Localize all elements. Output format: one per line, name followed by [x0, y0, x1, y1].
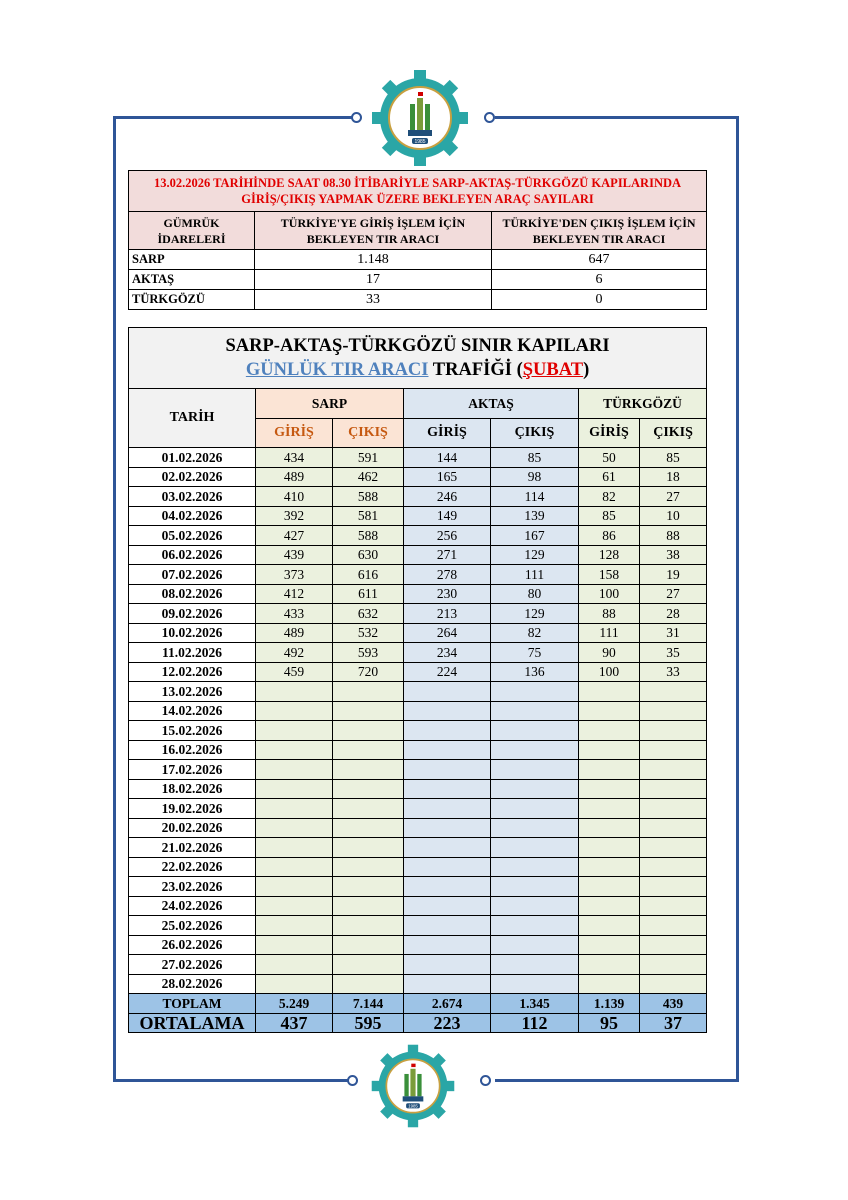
average-value: 437 [256, 1013, 333, 1033]
row-value [404, 682, 491, 702]
row-value [491, 760, 579, 780]
table-row [129, 487, 707, 507]
row-value [256, 779, 333, 799]
row-date: 19.02.2026 [129, 799, 256, 819]
row-date: 02.02.2026 [129, 467, 256, 487]
entry-count: 1.148 [255, 250, 492, 270]
aktas-out-header: ÇIKIŞ [491, 419, 579, 448]
frame-dot [351, 112, 362, 123]
row-value [404, 935, 491, 955]
row-value [256, 935, 333, 955]
row-value: 38 [640, 545, 707, 565]
row-date: 27.02.2026 [129, 955, 256, 975]
frame-top-right [495, 116, 739, 119]
traffic-title-line2 [129, 358, 706, 382]
row-value: 632 [333, 604, 404, 624]
row-value [333, 721, 404, 741]
sarp-in-header: GİRİŞ [256, 419, 333, 448]
frame-bottom-right [495, 1079, 739, 1082]
traffic-title [129, 328, 707, 389]
total-row [129, 994, 707, 1014]
row-value: 433 [256, 604, 333, 624]
row-date: 08.02.2026 [129, 584, 256, 604]
daily-truck-traffic-table [128, 327, 707, 1033]
row-value: 33 [640, 662, 707, 682]
title-end: ) [583, 360, 590, 380]
row-value: 114 [491, 487, 579, 507]
col-entry-header: TÜRKİYE'YE GİRİŞ İŞLEM İÇİN BEKLEYEN TIR ARACI [255, 212, 492, 250]
row-value: 144 [404, 448, 491, 468]
col-date-header: TARİH [129, 389, 256, 448]
row-value: 85 [579, 506, 640, 526]
row-value: 82 [579, 487, 640, 507]
row-value [256, 838, 333, 858]
row-value: 720 [333, 662, 404, 682]
table-row [129, 526, 707, 546]
row-value [491, 818, 579, 838]
row-value: 100 [579, 584, 640, 604]
turkgozu-out-header: ÇIKIŞ [640, 419, 707, 448]
row-value [333, 779, 404, 799]
table-row [129, 545, 707, 565]
row-value [404, 779, 491, 799]
row-date: 22.02.2026 [129, 857, 256, 877]
row-value: 129 [491, 545, 579, 565]
row-value [579, 721, 640, 741]
group-sarp-header: SARP [256, 389, 404, 419]
table-row [129, 799, 707, 819]
row-value [256, 916, 333, 936]
row-value: 593 [333, 643, 404, 663]
row-value: 630 [333, 545, 404, 565]
row-value: 136 [491, 662, 579, 682]
row-value: 532 [333, 623, 404, 643]
row-value [491, 935, 579, 955]
row-value [333, 935, 404, 955]
row-value: 213 [404, 604, 491, 624]
average-value: 595 [333, 1013, 404, 1033]
row-value [640, 740, 707, 760]
row-value [491, 974, 579, 994]
row-value [640, 935, 707, 955]
aktas-in-header: GİRİŞ [404, 419, 491, 448]
row-value: 18 [640, 467, 707, 487]
row-date: 09.02.2026 [129, 604, 256, 624]
table-row [129, 916, 707, 936]
row-value [333, 799, 404, 819]
total-label: TOPLAM [129, 994, 256, 1014]
row-value [579, 877, 640, 897]
row-value [579, 760, 640, 780]
row-value [491, 896, 579, 916]
average-row [129, 1013, 707, 1033]
row-value [491, 857, 579, 877]
table-row [129, 818, 707, 838]
row-value [256, 877, 333, 897]
row-value: 434 [256, 448, 333, 468]
row-date: 06.02.2026 [129, 545, 256, 565]
row-value [579, 818, 640, 838]
total-value: 2.674 [404, 994, 491, 1014]
row-value: 264 [404, 623, 491, 643]
row-value [256, 760, 333, 780]
row-value [404, 974, 491, 994]
table-row [129, 506, 707, 526]
row-value: 31 [640, 623, 707, 643]
row-value: 19 [640, 565, 707, 585]
row-date: 26.02.2026 [129, 935, 256, 955]
row-value: 90 [579, 643, 640, 663]
chamber-logo-top [370, 68, 470, 168]
row-value: 82 [491, 623, 579, 643]
frame-bottom-left [113, 1079, 353, 1082]
row-value [491, 682, 579, 702]
row-value: 86 [579, 526, 640, 546]
logo-year: 1985 [408, 1103, 418, 1109]
row-value: 230 [404, 584, 491, 604]
row-value [404, 857, 491, 877]
row-value [579, 799, 640, 819]
row-value [491, 955, 579, 975]
average-value: 37 [640, 1013, 707, 1033]
waiting-row [129, 250, 707, 270]
table-row [129, 760, 707, 780]
row-value [579, 974, 640, 994]
waiting-vehicles-table [128, 170, 707, 310]
row-value [640, 721, 707, 741]
row-value: 278 [404, 565, 491, 585]
row-value: 489 [256, 467, 333, 487]
waiting-row [129, 290, 707, 310]
table-row [129, 857, 707, 877]
row-value [640, 682, 707, 702]
row-value [640, 838, 707, 858]
row-value [333, 896, 404, 916]
row-date: 07.02.2026 [129, 565, 256, 585]
title-middle: TRAFİĞİ ( [428, 360, 523, 380]
row-date: 14.02.2026 [129, 701, 256, 721]
row-value: 581 [333, 506, 404, 526]
average-value: 223 [404, 1013, 491, 1033]
row-value [404, 740, 491, 760]
row-value [404, 799, 491, 819]
table-row [129, 974, 707, 994]
row-date: 04.02.2026 [129, 506, 256, 526]
title-month: ŞUBAT [522, 360, 584, 380]
row-value: 158 [579, 565, 640, 585]
frame-right [736, 116, 739, 1082]
table-row [129, 604, 707, 624]
frame-dot [484, 112, 495, 123]
row-value [256, 896, 333, 916]
row-value [256, 955, 333, 975]
exit-count: 647 [492, 250, 707, 270]
row-value [579, 896, 640, 916]
row-value [333, 701, 404, 721]
row-value [404, 955, 491, 975]
row-value [579, 838, 640, 858]
row-value [404, 760, 491, 780]
row-value [333, 857, 404, 877]
row-value: 139 [491, 506, 579, 526]
row-date: 01.02.2026 [129, 448, 256, 468]
row-value: 85 [491, 448, 579, 468]
row-value [333, 838, 404, 858]
customs-name: TÜRKGÖZÜ [129, 290, 255, 310]
row-value: 256 [404, 526, 491, 546]
row-value: 412 [256, 584, 333, 604]
row-value [333, 682, 404, 702]
row-value [579, 740, 640, 760]
row-value [404, 818, 491, 838]
total-value: 1.139 [579, 994, 640, 1014]
row-value: 611 [333, 584, 404, 604]
row-value [491, 701, 579, 721]
row-value: 61 [579, 467, 640, 487]
row-value: 234 [404, 643, 491, 663]
exit-count: 0 [492, 290, 707, 310]
row-value [579, 857, 640, 877]
turkgozu-in-header: GİRİŞ [579, 419, 640, 448]
row-value [640, 896, 707, 916]
row-date: 17.02.2026 [129, 760, 256, 780]
row-value: 373 [256, 565, 333, 585]
group-aktas-header: AKTAŞ [404, 389, 579, 419]
row-value [404, 701, 491, 721]
row-value [579, 935, 640, 955]
row-value [640, 955, 707, 975]
row-value [256, 721, 333, 741]
row-value: 28 [640, 604, 707, 624]
row-value [579, 916, 640, 936]
row-value [404, 838, 491, 858]
total-value: 5.249 [256, 994, 333, 1014]
row-value: 80 [491, 584, 579, 604]
row-date: 11.02.2026 [129, 643, 256, 663]
row-value: 50 [579, 448, 640, 468]
frame-dot [347, 1075, 358, 1086]
row-value [333, 955, 404, 975]
row-value: 410 [256, 487, 333, 507]
row-date: 20.02.2026 [129, 818, 256, 838]
col-customs-header: GÜMRÜK İDARELERİ [129, 212, 255, 250]
table-row [129, 623, 707, 643]
row-value [491, 877, 579, 897]
row-value [640, 877, 707, 897]
row-value [333, 974, 404, 994]
row-value [333, 877, 404, 897]
sarp-out-header: ÇIKIŞ [333, 419, 404, 448]
total-value: 1.345 [491, 994, 579, 1014]
row-value: 489 [256, 623, 333, 643]
row-value: 616 [333, 565, 404, 585]
row-value [640, 799, 707, 819]
table-row [129, 467, 707, 487]
row-value: 85 [640, 448, 707, 468]
table-row [129, 935, 707, 955]
row-value [579, 701, 640, 721]
row-value [333, 740, 404, 760]
row-value: 111 [579, 623, 640, 643]
row-date: 24.02.2026 [129, 896, 256, 916]
row-value [640, 916, 707, 936]
row-date: 10.02.2026 [129, 623, 256, 643]
table-row [129, 701, 707, 721]
table-row [129, 721, 707, 741]
frame-dot [480, 1075, 491, 1086]
waiting-title: 13.02.2026 TARİHİNDE SAAT 08.30 İTİBARİYLE SARP-AKTAŞ-TÜRKGÖZÜ KAPILARINDA GİRİŞ/ÇIKIŞ YAPMAK ÜZERE BEKLEYEN ARAÇ SAYILARI [129, 171, 707, 212]
table-row [129, 448, 707, 468]
customs-name: AKTAŞ [129, 270, 255, 290]
row-value [404, 896, 491, 916]
row-value: 459 [256, 662, 333, 682]
row-value [404, 877, 491, 897]
row-value [256, 974, 333, 994]
row-value [640, 857, 707, 877]
average-label: ORTALAMA [129, 1013, 256, 1033]
row-value: 427 [256, 526, 333, 546]
total-value: 7.144 [333, 994, 404, 1014]
row-date: 05.02.2026 [129, 526, 256, 546]
row-value: 271 [404, 545, 491, 565]
exit-count: 6 [492, 270, 707, 290]
row-value: 98 [491, 467, 579, 487]
table-row [129, 877, 707, 897]
row-value: 128 [579, 545, 640, 565]
row-value [491, 721, 579, 741]
average-value: 112 [491, 1013, 579, 1033]
row-value: 100 [579, 662, 640, 682]
table-row [129, 896, 707, 916]
row-date: 13.02.2026 [129, 682, 256, 702]
average-value: 95 [579, 1013, 640, 1033]
row-value: 492 [256, 643, 333, 663]
row-value: 591 [333, 448, 404, 468]
row-value [640, 818, 707, 838]
table-row [129, 779, 707, 799]
row-value [333, 916, 404, 936]
row-value: 462 [333, 467, 404, 487]
table-row [129, 740, 707, 760]
customs-name: SARP [129, 250, 255, 270]
row-value [579, 682, 640, 702]
row-value: 27 [640, 487, 707, 507]
row-value: 392 [256, 506, 333, 526]
row-value: 10 [640, 506, 707, 526]
row-date: 21.02.2026 [129, 838, 256, 858]
frame-left [113, 116, 116, 1082]
entry-count: 17 [255, 270, 492, 290]
row-value [256, 818, 333, 838]
row-date: 15.02.2026 [129, 721, 256, 741]
title-highlight: GÜNLÜK TIR ARACI [245, 360, 429, 380]
row-value [256, 740, 333, 760]
group-turkgozu-header: TÜRKGÖZÜ [579, 389, 707, 419]
row-value: 149 [404, 506, 491, 526]
row-value: 224 [404, 662, 491, 682]
row-value [640, 779, 707, 799]
row-value [256, 857, 333, 877]
row-value: 439 [256, 545, 333, 565]
row-value: 167 [491, 526, 579, 546]
row-value [491, 838, 579, 858]
row-value: 246 [404, 487, 491, 507]
row-date: 18.02.2026 [129, 779, 256, 799]
row-value [491, 740, 579, 760]
logo-year: 1985 [414, 139, 426, 145]
row-date: 25.02.2026 [129, 916, 256, 936]
row-value [333, 760, 404, 780]
row-value [256, 799, 333, 819]
table-row [129, 643, 707, 663]
row-date: 16.02.2026 [129, 740, 256, 760]
table-row [129, 955, 707, 975]
row-value [640, 974, 707, 994]
table-row [129, 584, 707, 604]
row-value [333, 818, 404, 838]
row-value [491, 916, 579, 936]
row-value [404, 721, 491, 741]
frame-top-left [113, 116, 353, 119]
row-value: 88 [640, 526, 707, 546]
row-value [404, 916, 491, 936]
row-value [256, 682, 333, 702]
row-value [640, 760, 707, 780]
table-row [129, 682, 707, 702]
table-row [129, 838, 707, 858]
row-value: 88 [579, 604, 640, 624]
total-value: 439 [640, 994, 707, 1014]
row-value: 129 [491, 604, 579, 624]
row-value: 588 [333, 526, 404, 546]
traffic-title-line1: SARP-AKTAŞ-TÜRKGÖZÜ SINIR KAPILARI [225, 336, 610, 356]
row-date: 12.02.2026 [129, 662, 256, 682]
row-value: 75 [491, 643, 579, 663]
row-value: 35 [640, 643, 707, 663]
chamber-logo-bottom [370, 1043, 456, 1129]
row-value: 588 [333, 487, 404, 507]
row-date: 03.02.2026 [129, 487, 256, 507]
waiting-row [129, 270, 707, 290]
row-value [579, 779, 640, 799]
row-value [640, 701, 707, 721]
row-value [491, 779, 579, 799]
table-row [129, 565, 707, 585]
row-date: 28.02.2026 [129, 974, 256, 994]
entry-count: 33 [255, 290, 492, 310]
row-value: 27 [640, 584, 707, 604]
row-value: 111 [491, 565, 579, 585]
row-value [579, 955, 640, 975]
row-value [256, 701, 333, 721]
row-date: 23.02.2026 [129, 877, 256, 897]
row-value [491, 799, 579, 819]
col-exit-header: TÜRKİYE'DEN ÇIKIŞ İŞLEM İÇİN BEKLEYEN TIR ARACI [492, 212, 707, 250]
table-row [129, 662, 707, 682]
row-value: 165 [404, 467, 491, 487]
